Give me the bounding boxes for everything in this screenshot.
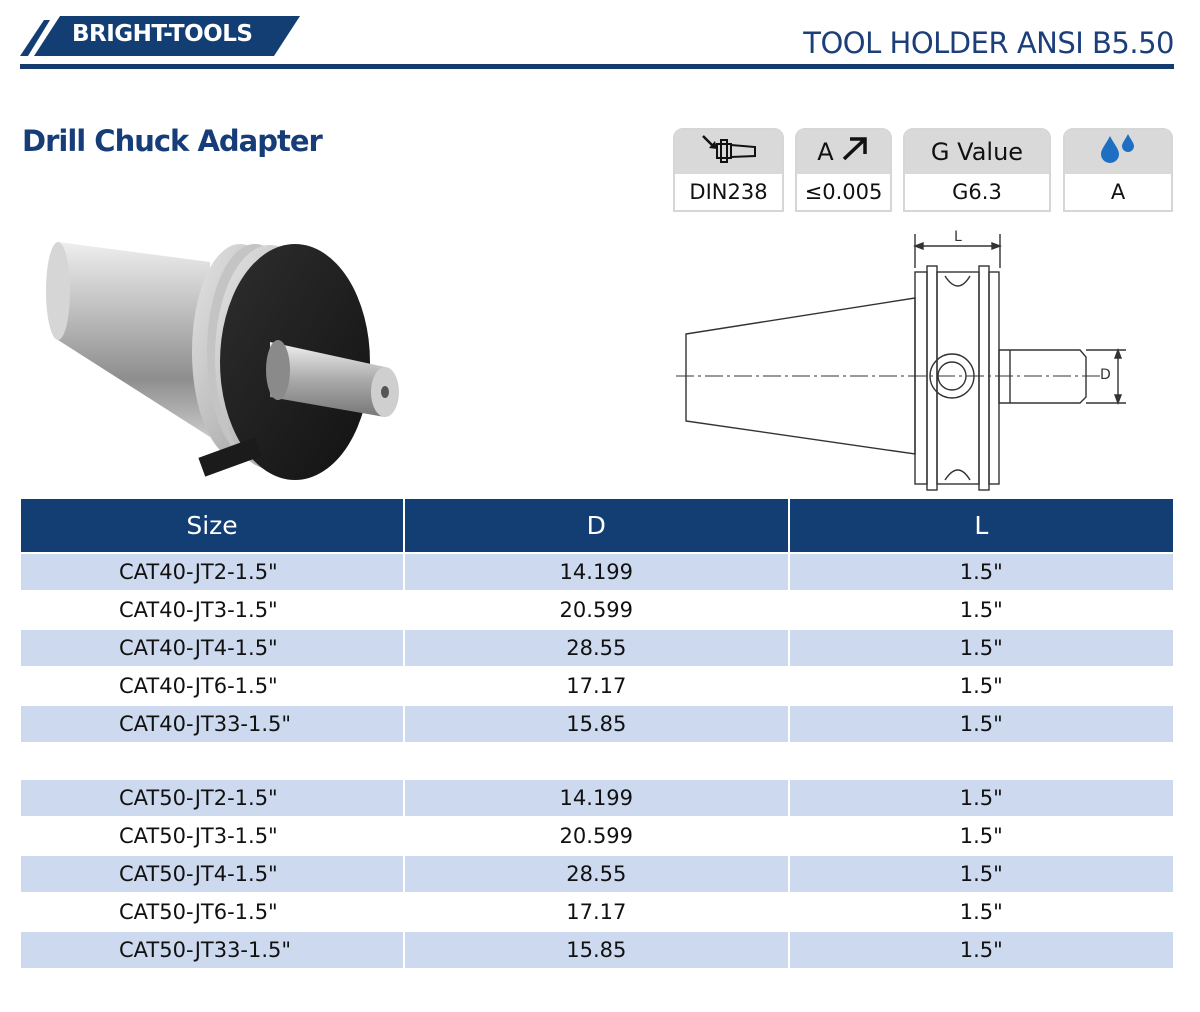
l-cell: 1.5" xyxy=(790,704,1173,742)
table-row xyxy=(21,590,1173,628)
l-cell: 1.5" xyxy=(790,552,1173,590)
l-cell: 1.5" xyxy=(790,778,1173,816)
table-row xyxy=(21,666,1173,704)
dimension-label-D: D xyxy=(1100,367,1111,383)
table-row xyxy=(21,854,1173,892)
table-row xyxy=(21,552,1173,590)
table-group-spacer xyxy=(21,742,1173,778)
table-row xyxy=(21,816,1173,854)
badge-balance xyxy=(903,128,1051,212)
d-cell: 14.199 xyxy=(405,778,790,816)
d-cell: 15.85 xyxy=(405,930,790,968)
size-cell: CAT50-JT2-1.5" xyxy=(21,778,405,816)
size-cell: CAT40-JT2-1.5" xyxy=(21,552,405,590)
size-cell: CAT50-JT6-1.5" xyxy=(21,892,405,930)
table-row xyxy=(21,892,1173,930)
size-cell: CAT50-JT4-1.5" xyxy=(21,854,405,892)
badge-runout xyxy=(795,128,892,212)
badge-balance-value: G6.3 xyxy=(952,180,1002,204)
l-cell: 1.5" xyxy=(790,590,1173,628)
column-header-d: D xyxy=(405,499,790,552)
header-divider xyxy=(20,64,1174,69)
brand-logo xyxy=(20,14,300,56)
d-cell: 14.199 xyxy=(405,552,790,590)
size-cell: CAT40-JT4-1.5" xyxy=(21,628,405,666)
product-photo xyxy=(40,222,420,496)
l-cell: 1.5" xyxy=(790,666,1173,704)
column-header-l: L xyxy=(790,499,1173,552)
size-cell: CAT50-JT33-1.5" xyxy=(21,930,405,968)
badge-coolant xyxy=(1063,128,1173,212)
badge-runout-label: A xyxy=(817,138,834,166)
badge-runout-value: ≤0.005 xyxy=(804,180,883,204)
badge-clamping-value: DIN238 xyxy=(689,180,768,204)
badge-balance-label: G Value xyxy=(905,130,1049,174)
brand-name: BRIGHT-TOOLS xyxy=(72,21,253,47)
badge-coolant-value: A xyxy=(1110,180,1126,204)
section-title: Drill Chuck Adapter xyxy=(22,124,322,158)
table-row xyxy=(21,930,1173,968)
l-cell: 1.5" xyxy=(790,628,1173,666)
column-header-size: Size xyxy=(21,499,405,552)
table-header-row xyxy=(21,499,1173,552)
table-row xyxy=(21,778,1173,816)
l-cell: 1.5" xyxy=(790,930,1173,968)
d-cell: 15.85 xyxy=(405,704,790,742)
runout-arrow-icon xyxy=(840,135,870,169)
size-cell: CAT40-JT33-1.5" xyxy=(21,704,405,742)
table-row xyxy=(21,628,1173,666)
l-cell: 1.5" xyxy=(790,816,1173,854)
size-cell: CAT40-JT6-1.5" xyxy=(21,666,405,704)
d-cell: 28.55 xyxy=(405,628,790,666)
coolant-drops-icon xyxy=(1098,132,1138,172)
spec-table xyxy=(21,499,1173,968)
document-title: TOOL HOLDER ANSI B5.50 xyxy=(803,26,1174,60)
d-cell: 28.55 xyxy=(405,854,790,892)
d-cell: 20.599 xyxy=(405,816,790,854)
dimension-label-L: L xyxy=(954,229,962,245)
size-cell: CAT40-JT3-1.5" xyxy=(21,590,405,628)
l-cell: 1.5" xyxy=(790,854,1173,892)
d-cell: 17.17 xyxy=(405,666,790,704)
clamp-icon xyxy=(697,132,761,172)
technical-drawing xyxy=(670,226,1140,498)
badge-clamping xyxy=(673,128,784,212)
table-row xyxy=(21,704,1173,742)
size-cell: CAT50-JT3-1.5" xyxy=(21,816,405,854)
d-cell: 17.17 xyxy=(405,892,790,930)
d-cell: 20.599 xyxy=(405,590,790,628)
l-cell: 1.5" xyxy=(790,892,1173,930)
